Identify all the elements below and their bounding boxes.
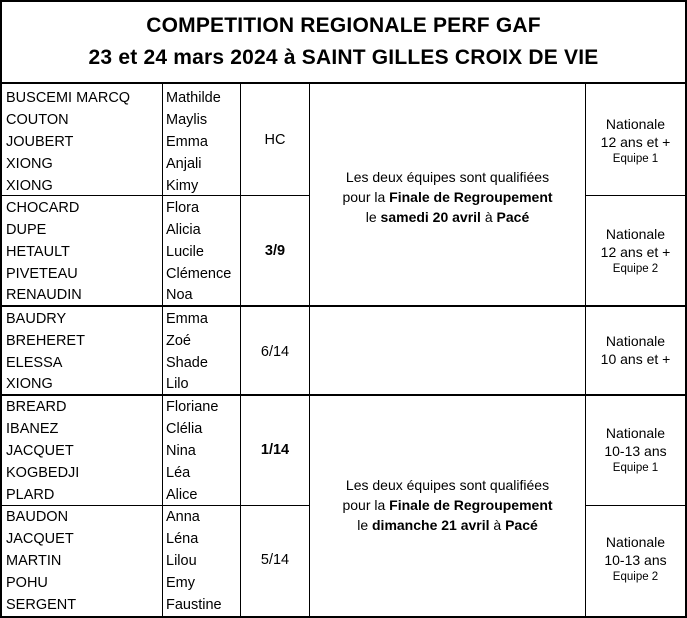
qualification-text: le xyxy=(357,517,372,533)
qualification-line: Les deux équipes sont qualifiées xyxy=(345,169,550,185)
category-level: Nationale xyxy=(605,333,666,349)
team-label: Equipe 1 xyxy=(612,462,659,474)
team-label: Equipe 1 xyxy=(612,153,659,165)
qualification-line xyxy=(310,207,585,227)
team-member-firstname: Emma xyxy=(166,311,208,327)
team-member-firstname: Floriane xyxy=(166,399,219,415)
team-member-firstname: Clémence xyxy=(166,266,232,282)
page-title: COMPETITION REGIONALE PERF GAF xyxy=(146,14,541,37)
team-member-firstname: Maylis xyxy=(166,112,208,128)
qualification-place: Pacé xyxy=(496,209,530,225)
team-member-lastname: BAUDON xyxy=(6,509,69,525)
row-divider-team4 xyxy=(2,394,685,396)
team-member-lastname: KOGBEDJI xyxy=(6,465,80,481)
team-member-lastname: PIVETEAU xyxy=(6,266,78,282)
team-member-lastname: COUTON xyxy=(6,112,69,128)
team-member-lastname: SERGENT xyxy=(6,597,77,613)
team-member-lastname: IBANEZ xyxy=(6,421,59,437)
qualification-text: à xyxy=(480,209,497,225)
qualification-event: Finale de Regroupement xyxy=(389,189,553,205)
qualification-text: le xyxy=(365,209,381,225)
team-member-lastname: POHU xyxy=(6,575,48,591)
team-category xyxy=(586,332,685,368)
team-member-lastname: DUPE xyxy=(6,222,47,238)
team-member-firstname: Lilo xyxy=(166,376,189,392)
category-age: 10-13 ans xyxy=(604,443,667,459)
row-divider-team3 xyxy=(2,305,685,307)
team-category xyxy=(586,225,685,277)
category-age: 10-13 ans xyxy=(604,552,667,568)
team-rank: 6/14 xyxy=(260,344,290,360)
team-member-lastname: BREARD xyxy=(6,399,67,415)
team-member-lastname: JOUBERT xyxy=(6,134,74,150)
team-member-lastname: JACQUET xyxy=(6,443,74,459)
qualification-event: Finale de Regroupement xyxy=(389,497,553,513)
team-member-firstname: Anjali xyxy=(166,156,202,172)
team-member-firstname: Mathilde xyxy=(166,90,221,106)
qualification-date: samedi 20 avril xyxy=(380,209,481,225)
team-rank: 1/14 xyxy=(260,442,290,458)
team-category xyxy=(586,533,685,585)
row-divider-team5-cat xyxy=(585,505,685,506)
team-member-firstname: Alicia xyxy=(166,222,201,238)
category-age: 12 ans et + xyxy=(600,134,671,150)
team-member-firstname: Flora xyxy=(166,200,200,216)
team-member-firstname: Kimy xyxy=(166,178,199,194)
category-age: 10 ans et + xyxy=(600,351,671,367)
team-member-lastname: RENAUDIN xyxy=(6,287,82,303)
team-member-firstname: Lucile xyxy=(166,244,204,260)
team-member-lastname: HETAULT xyxy=(6,244,70,260)
qualification-line xyxy=(310,495,585,515)
qualification-note xyxy=(310,475,585,535)
team-rank: HC xyxy=(264,132,286,148)
team-member-lastname: PLARD xyxy=(6,487,55,503)
qualification-text: à xyxy=(489,517,506,533)
team-member-firstname: Clélia xyxy=(166,421,203,437)
team-member-lastname: CHOCARD xyxy=(6,200,80,216)
category-level: Nationale xyxy=(605,226,666,242)
team-member-lastname: XIONG xyxy=(6,178,53,194)
page-subtitle: 23 et 24 mars 2024 à SAINT GILLES CROIX DE VIE xyxy=(88,46,599,69)
qualification-place: Pacé xyxy=(505,517,538,533)
team-rank: 3/9 xyxy=(264,243,286,259)
team-member-firstname: Lilou xyxy=(166,553,197,569)
team-member-lastname: MARTIN xyxy=(6,553,62,569)
qualification-text: pour la xyxy=(342,497,390,513)
team-member-firstname: Shade xyxy=(166,355,208,371)
col-divider-lastname xyxy=(162,84,163,616)
team-member-lastname: XIONG xyxy=(6,376,53,392)
qualification-line xyxy=(310,187,585,207)
team-member-lastname: JACQUET xyxy=(6,531,74,547)
team-rank: 5/14 xyxy=(260,552,290,568)
row-divider-team2-cat xyxy=(585,195,685,196)
team-member-lastname: ELESSA xyxy=(6,355,63,371)
qualification-line xyxy=(310,515,585,535)
team-member-lastname: BUSCEMI MARCQ xyxy=(6,90,131,106)
qualification-line: Les deux équipes sont qualifiées xyxy=(345,477,550,493)
team-label: Equipe 2 xyxy=(612,263,659,275)
team-member-firstname: Alice xyxy=(166,487,198,503)
team-member-firstname: Anna xyxy=(166,509,200,525)
team-member-lastname: XIONG xyxy=(6,156,53,172)
team-member-firstname: Léna xyxy=(166,531,199,547)
team-member-lastname: BREHERET xyxy=(6,333,85,349)
category-level: Nationale xyxy=(605,425,666,441)
team-member-firstname: Léa xyxy=(166,465,191,481)
team-member-firstname: Emma xyxy=(166,134,208,150)
page-header xyxy=(2,2,685,84)
category-level: Nationale xyxy=(605,116,666,132)
team-category xyxy=(586,115,685,167)
team-member-lastname: BAUDRY xyxy=(6,311,67,327)
category-level: Nationale xyxy=(605,534,666,550)
category-age: 12 ans et + xyxy=(600,244,671,260)
team-member-firstname: Zoé xyxy=(166,333,191,349)
team-category xyxy=(586,424,685,476)
qualification-note xyxy=(310,167,585,227)
team-member-firstname: Emy xyxy=(166,575,195,591)
team-label: Equipe 2 xyxy=(612,571,659,583)
qualification-text: pour la xyxy=(342,189,390,205)
col-divider-rank xyxy=(309,84,310,616)
team-member-firstname: Noa xyxy=(166,287,193,303)
qualification-date: dimanche 21 avril xyxy=(372,517,490,533)
team-member-firstname: Faustine xyxy=(166,597,222,613)
team-member-firstname: Nina xyxy=(166,443,196,459)
